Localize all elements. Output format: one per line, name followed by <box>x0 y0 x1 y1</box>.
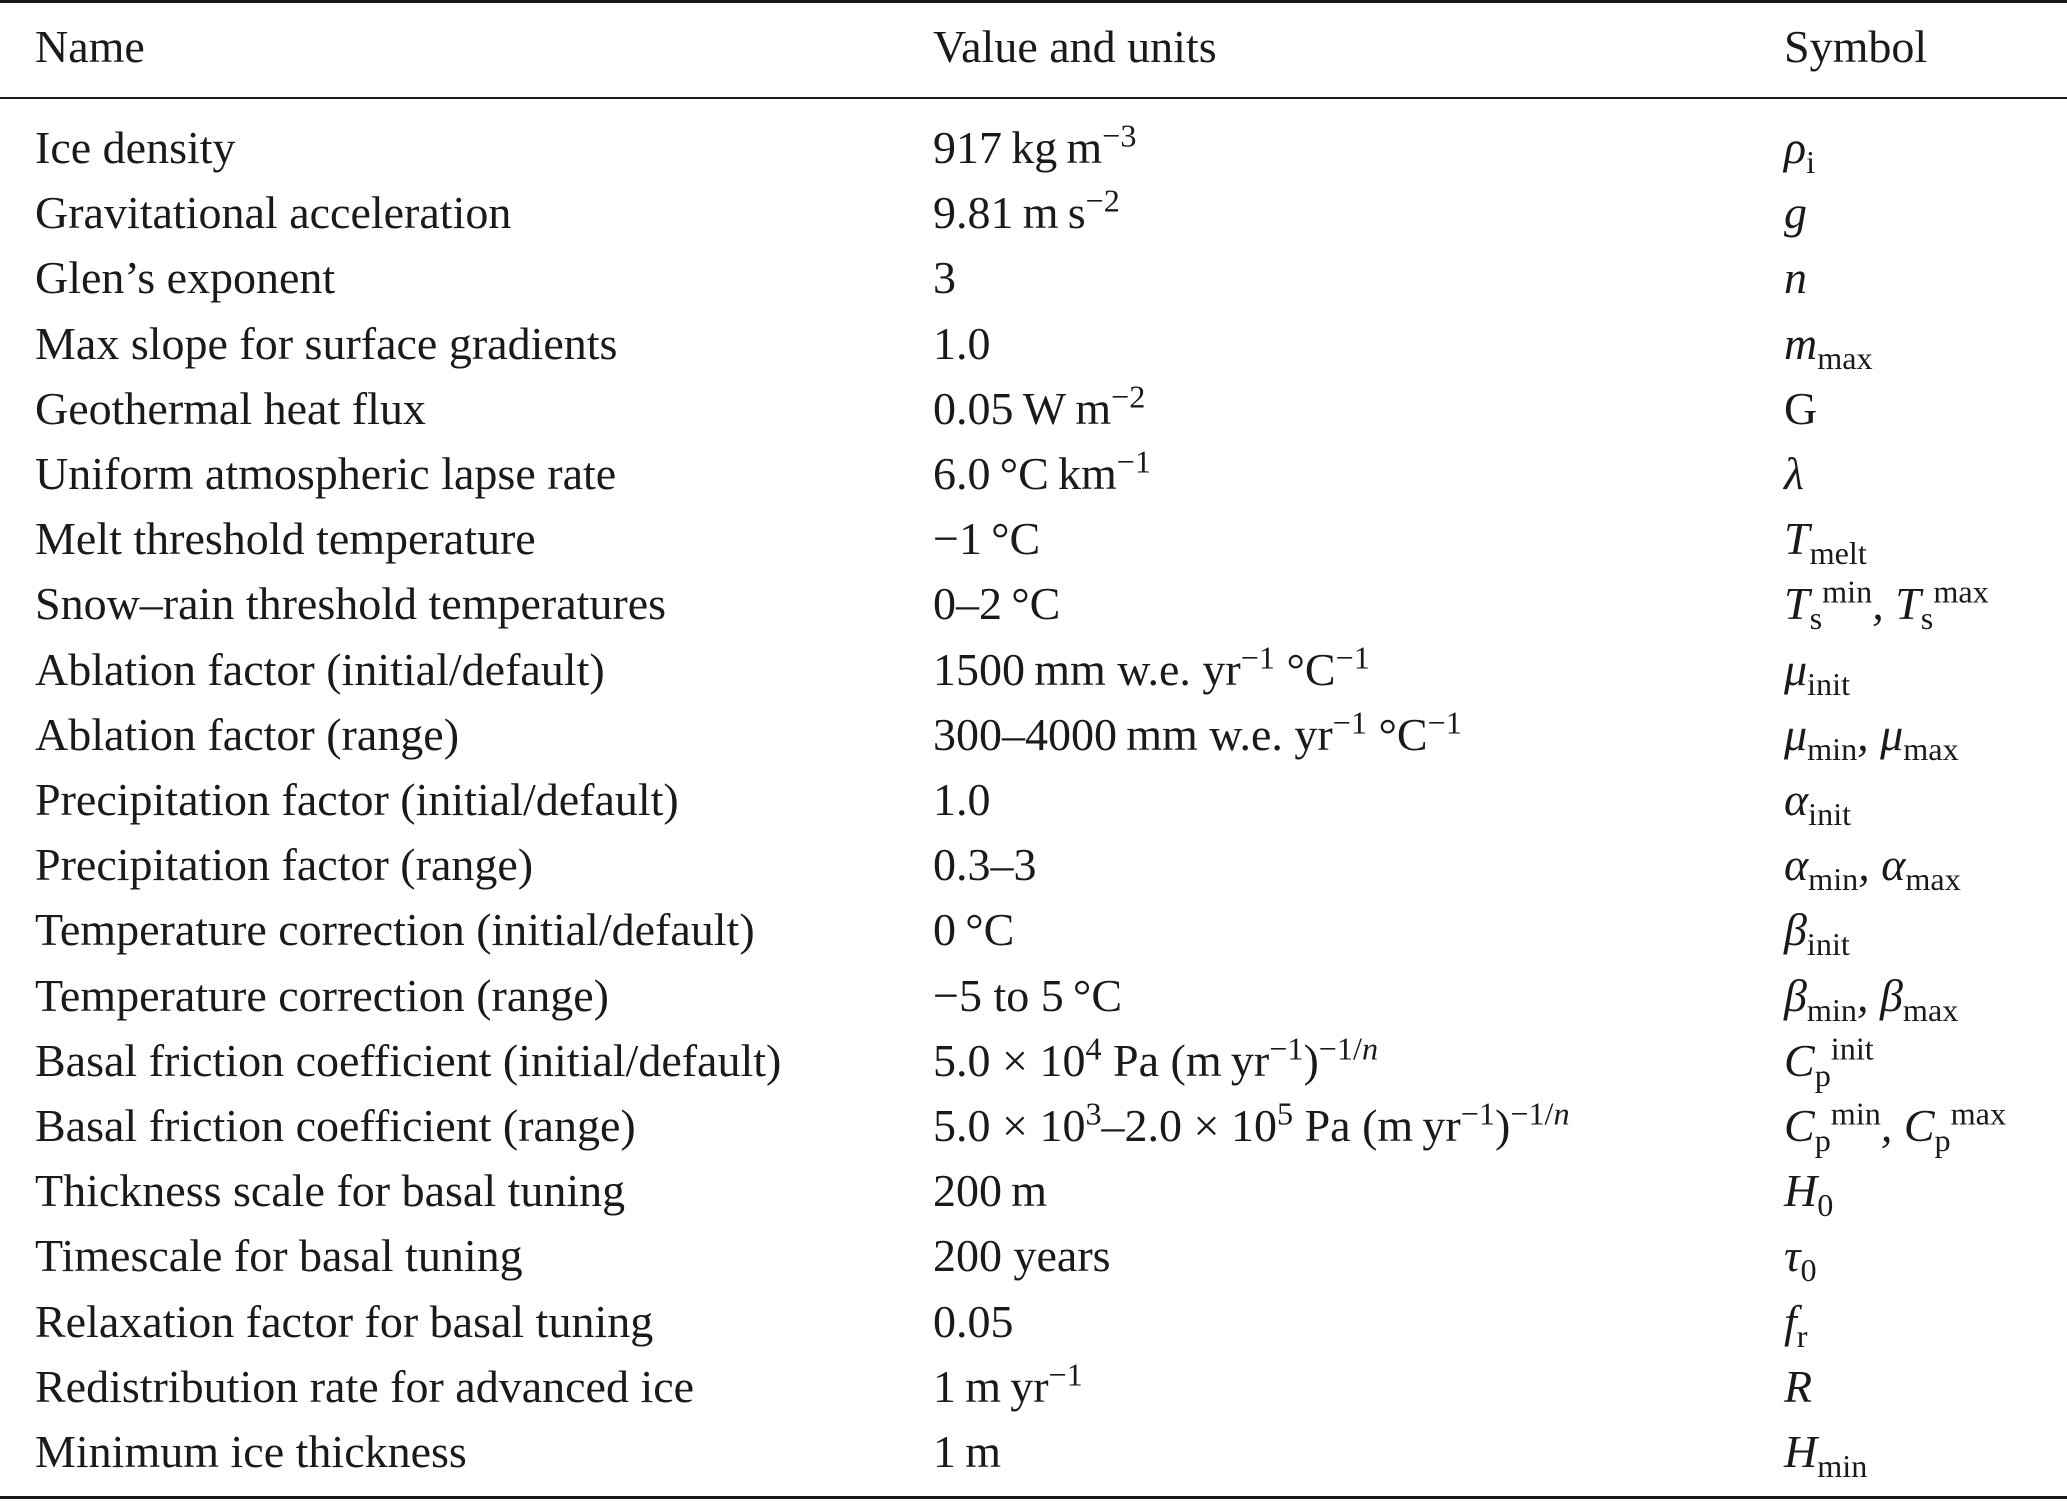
row-value: 9.81 m $s^{-2}$ <box>933 182 1120 239</box>
row-symbol: $\tau_0$ <box>1784 1230 1817 1289</box>
table-row <box>0 504 2067 572</box>
row-symbol: $H_0$ <box>1784 1165 1834 1224</box>
row-value: 1 m <box>933 1426 1001 1477</box>
row-name: Basal friction coefficient (initial/default) <box>35 1034 782 1086</box>
table-row <box>0 243 2067 307</box>
table-row <box>0 830 2067 898</box>
row-symbol: G <box>1784 382 1818 434</box>
table-row <box>0 1091 2067 1159</box>
row-symbol: $\alpha_{init}$ <box>1784 774 1852 833</box>
table-header-rule <box>0 97 2067 99</box>
row-symbol: $\alpha_{min}$, $\alpha_{max}$ <box>1784 839 1961 898</box>
header-value: Value and units <box>933 21 1217 72</box>
table-row <box>0 309 2067 376</box>
row-name: Geothermal heat flux <box>35 382 426 434</box>
row-value: −1 °C <box>933 513 1041 565</box>
header-name: Name <box>35 21 145 72</box>
row-name: Thickness scale for basal tuning <box>35 1165 626 1217</box>
row-symbol: $H_{min}$ <box>1784 1426 1868 1485</box>
row-symbol: $C_p^{min}$, $C_p^{max}$ <box>1784 1095 2007 1159</box>
row-value: 6.0 °C $km^{-1}$ <box>933 443 1152 499</box>
row-symbol: R <box>1784 1360 1813 1412</box>
row-name: Precipitation factor (range) <box>35 839 534 891</box>
table-row <box>0 765 2067 833</box>
row-symbol: λ <box>1784 448 1804 499</box>
row-symbol: $C_p^{init}$ <box>1784 1030 1874 1093</box>
row-symbol: $T_s^{min}$, $T_s^{max}$ <box>1784 574 1989 637</box>
row-symbol: $\rho_i$ <box>1784 122 1816 181</box>
row-value: −5 to 5 °C <box>933 969 1123 1021</box>
row-value: 200 years <box>933 1230 1111 1282</box>
row-symbol: $T_{melt}$ <box>1784 513 1867 572</box>
row-value: 0.05 <box>933 1295 1014 1347</box>
row-symbol: $\mu_{init}$ <box>1784 643 1851 702</box>
table-header <box>0 0 2067 97</box>
row-symbol: $\beta_{init}$ <box>1784 904 1850 963</box>
row-value: 0.05 W $m^{-2}$ <box>933 378 1146 434</box>
table-row <box>0 895 2067 963</box>
row-name: Ablation factor (range) <box>35 708 460 760</box>
table-row <box>0 113 2067 181</box>
row-value: 1500 mm w.e. $yr^{-1}$ $^\circ C^{-1}$ <box>933 639 1370 695</box>
table-row <box>0 1352 2067 1416</box>
table-row <box>0 635 2067 702</box>
row-value: 300–4000 mm w.e. $yr^{-1}$ $^\circ C^{-1}$ <box>933 704 1462 760</box>
row-name: Uniform atmospheric lapse rate <box>35 448 617 499</box>
table-bottom-rule <box>0 1496 2067 1499</box>
row-value: 0–2 °C <box>933 578 1061 630</box>
header-symbol: Symbol <box>1784 21 1928 72</box>
row-symbol: $f_r$ <box>1784 1295 1808 1354</box>
table-row <box>0 569 2067 637</box>
table-row <box>0 1417 2067 1485</box>
row-name: Gravitational acceleration <box>35 187 512 239</box>
row-name: Max slope for surface gradients <box>35 317 618 369</box>
row-name: Relaxation factor for basal tuning <box>35 1295 654 1347</box>
row-name: Temperature correction (initial/default) <box>35 904 755 956</box>
row-value: 0.3–3 <box>933 839 1037 891</box>
row-name: Melt threshold temperature <box>35 513 536 565</box>
row-value: 917 kg $m^{-3}$ <box>933 117 1137 173</box>
row-value: 200 m <box>933 1165 1047 1217</box>
row-symbol: g <box>1784 187 1807 239</box>
row-value: $5.0 \times 10^4$ Pa (m $yr^{-1})^{-1/n}$ <box>933 1030 1379 1086</box>
row-name: Precipitation factor (initial/default) <box>35 774 679 825</box>
table-row <box>0 1287 2067 1354</box>
row-name: Minimum ice thickness <box>35 1426 467 1477</box>
row-symbol: n <box>1784 252 1807 304</box>
table-row <box>0 374 2067 438</box>
row-value: $5.0 \times 10^3-2.0 \times 10^5$ Pa (m $yr^{-1})^{-1/n}$ <box>933 1095 1570 1151</box>
row-value: 1 m $yr^{-1}$ <box>933 1356 1083 1412</box>
row-name: Snow–rain threshold temperatures <box>35 578 667 630</box>
row-name: Timescale for basal tuning <box>35 1230 523 1282</box>
table-row <box>0 439 2067 503</box>
row-name: Basal friction coefficient (range) <box>35 1100 636 1151</box>
row-value: 3 <box>933 252 956 304</box>
table-row <box>0 700 2067 767</box>
table-row <box>0 178 2067 242</box>
table-row <box>0 1156 2067 1224</box>
table-row <box>0 1026 2067 1093</box>
row-name: Ablation factor (initial/default) <box>35 643 605 695</box>
row-value: 1.0 <box>933 774 991 825</box>
row-symbol: $\mu_{min}$, $\mu_{max}$ <box>1784 708 1959 767</box>
table-row <box>0 961 2067 1028</box>
row-symbol: $m_{max}$ <box>1784 317 1873 376</box>
row-value: 1.0 <box>933 317 991 369</box>
row-name: Ice density <box>35 122 236 173</box>
row-value: 0 °C <box>933 904 1015 956</box>
table-row <box>0 1221 2067 1289</box>
row-name: Redistribution rate for advanced ice <box>35 1360 695 1412</box>
row-name: Temperature correction (range) <box>35 969 609 1021</box>
row-name: Glen’s exponent <box>35 252 336 304</box>
row-symbol: $\beta_{min}$, $\beta_{max}$ <box>1784 969 1959 1028</box>
